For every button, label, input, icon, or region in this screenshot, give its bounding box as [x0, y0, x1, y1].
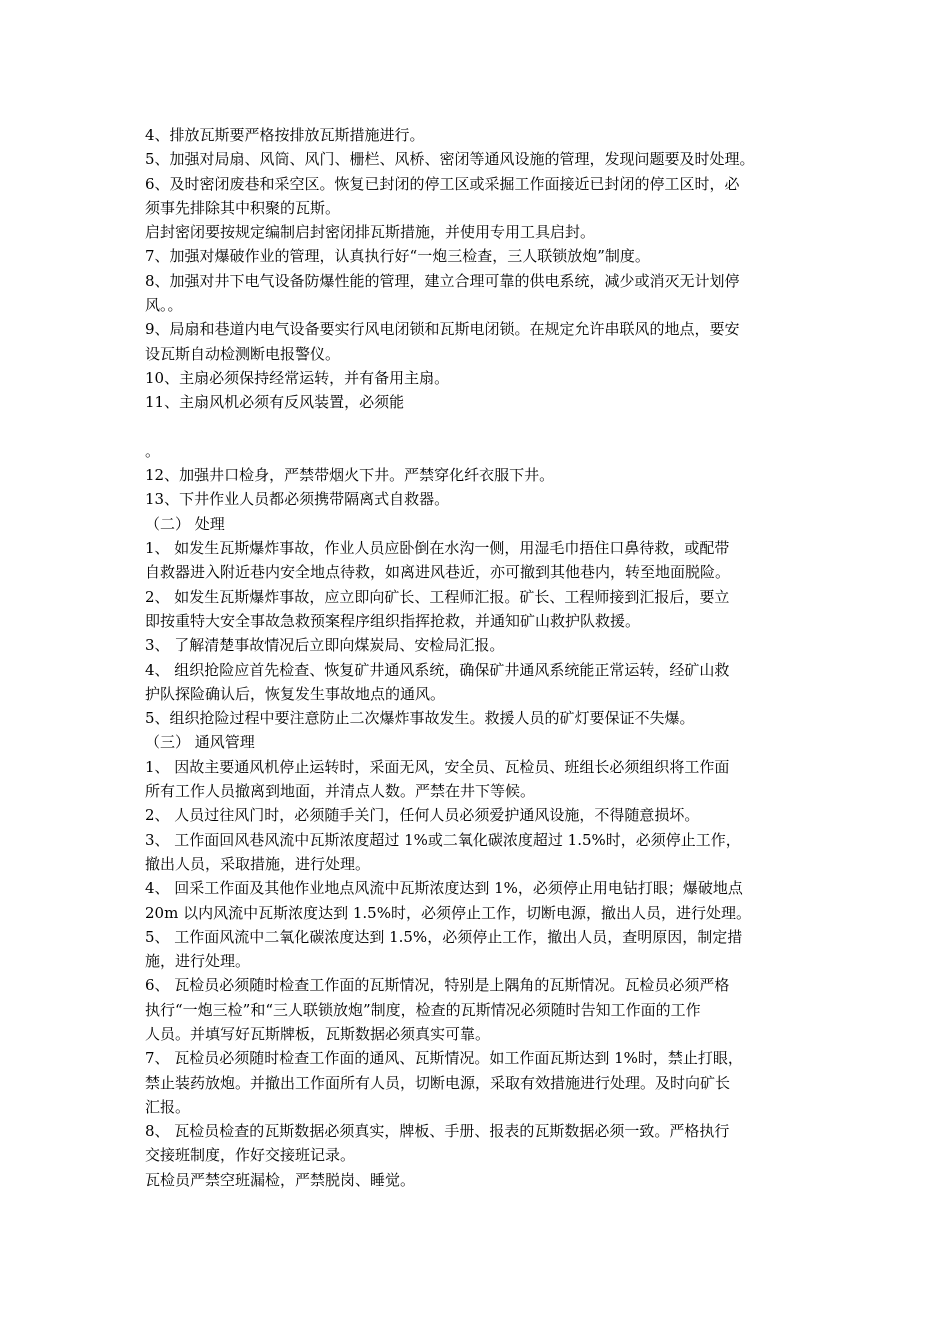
text-line: （三） 通风管理 — [145, 733, 255, 752]
blank-line — [145, 415, 820, 439]
text-line: 7、加强对爆破作业的管理，认真执行好“一炮三检查，三人联锁放炮”制度。 — [145, 247, 650, 266]
text-line: 启封密闭要按规定编制启封密闭排瓦斯措施，并使用专用工具启封。 — [145, 223, 596, 242]
text-line: 4、 回采工作面及其他作业地点风流中瓦斯浓度达到 1%，必须停止用电钻打眼；爆破地点 — [145, 879, 743, 898]
text-line: 自救器进入附近巷内安全地点待救，如离进风巷近，亦可撤到其他巷内，转至地面脱险。 — [145, 563, 731, 582]
text-line: 10、主扇必须保持经常运转，并有备用主扇。 — [145, 368, 450, 387]
text-line: 3、 了解清楚事故情况后立即向煤炭局、安检局汇报。 — [145, 636, 505, 655]
text-line: 护队探险确认后，恢复发生事故地点的通风。 — [145, 684, 446, 703]
text-line: 7、 瓦检员必须随时检查工作面的通风、瓦斯情况。如工作面瓦斯达到 1%时，禁止打眼， — [145, 1049, 743, 1068]
text-line: 2、 人员过往风门时，必须随手关门，任何人员必须爱护通风设施，不得随意损坏。 — [145, 806, 700, 825]
text-line: 9、局扇和巷道内电气设备要实行风电闭锁和瓦斯电闭锁。在规定允许串联风的地点，要安 — [145, 320, 740, 339]
text-line: 5、组织抢险过程中要注意防止二次爆炸事故发生。救援人员的矿灯要保证不失爆。 — [145, 709, 695, 728]
text-line: 设瓦斯自动检测断电报警仪。 — [145, 344, 341, 363]
text-line: 3、 工作面回风巷风流中瓦斯浓度超过 1%或二氧化碳浓度超过 1.5%时，必须停止工作， — [145, 830, 741, 849]
text-line: 须事先排除其中积聚的瓦斯。 — [145, 198, 341, 217]
text-line: （二） 处理 — [145, 514, 225, 533]
text-line: 执行“一炮三检”和“三人联锁放炮”制度，检查的瓦斯情况必须随时告知工作面的工作 — [145, 1000, 701, 1019]
text-line: 4、排放瓦斯要严格按排放瓦斯措施进行。 — [145, 126, 425, 144]
text-line: 5、加强对局扇、风筒、风门、栅栏、风桥、密闭等通风设施的管理，发现问题要及时处理。 — [145, 150, 755, 169]
text-line: 6、 瓦检员必须随时检查工作面的瓦斯情况，特别是上隅角的瓦斯情况。瓦检员必须严格 — [145, 976, 730, 995]
text-line: 13、下井作业人员都必须携带隔离式自救器。 — [145, 490, 450, 509]
text-line: 12、加强井口检身，严禁带烟火下井。严禁穿化纤衣服下井。 — [145, 466, 555, 485]
text-block-prevention — [145, 123, 820, 415]
text-line: 汇报。 — [145, 1097, 191, 1116]
document-body — [145, 123, 820, 1192]
text-line: 所有工作人员撤离到地面，并清点人数。严禁在井下等候。 — [145, 782, 536, 801]
text-line: 6、及时密闭废巷和采空区。恢复已封闭的停工区或采掘工作面接近已封闭的停工区时，必 — [145, 174, 740, 193]
text-line: 8、 瓦检员检查的瓦斯数据必须真实，牌板、手册、报表的瓦斯数据必须一致。严格执行 — [145, 1122, 730, 1141]
text-line: 1、 因故主要通风机停止运转时，采面无风，安全员、瓦检员、班组长必须组织将工作面 — [145, 757, 730, 776]
text-line: 5、 工作面风流中二氧化碳浓度达到 1.5%，必须停止工作，撤出人员，查明原因，制定措 — [145, 927, 743, 946]
text-line: 人员。并填写好瓦斯牌板，瓦斯数据必须真实可靠。 — [145, 1024, 491, 1043]
text-line: 4、 组织抢险应首先检查、恢复矿井通风系统，确保矿井通风系统能正常运转，经矿山救 — [145, 660, 730, 679]
text-line: 8、加强对井下电气设备防爆性能的管理，建立合理可靠的供电系统，减少或消灭无计划停 — [145, 271, 740, 290]
text-line: 。 — [145, 441, 161, 460]
text-line: 施，进行处理。 — [145, 952, 251, 971]
text-block-handling-and-ventilation — [145, 439, 820, 1192]
text-line: 20m 以内风流中瓦斯浓度达到 1.5%时，必须停止工作，切断电源，撤出人员，进行处理。 — [145, 903, 751, 922]
text-line: 即按重特大安全事故急救预案程序组织指挥抢救，并通知矿山救护队救援。 — [145, 611, 641, 630]
text-line: 交接班制度，作好交接班记录。 — [145, 1146, 356, 1165]
text-line: 1、 如发生瓦斯爆炸事故，作业人员应卧倒在水沟一侧，用湿毛巾捂住口鼻待救，或配带 — [145, 539, 730, 558]
text-line: 2、 如发生瓦斯爆炸事故，应立即向矿长、工程师汇报。矿长、工程师接到汇报后，要立 — [145, 587, 730, 606]
text-line: 11、主扇风机必须有反风装置，必须能 — [145, 393, 405, 412]
text-line: 禁止装药放炮。并撤出工作面所有人员，切断电源，采取有效措施进行处理。及时向矿长 — [145, 1073, 731, 1092]
text-line: 瓦检员严禁空班漏检，严禁脱岗、睡觉。 — [145, 1170, 416, 1189]
text-line: 撤出人员，采取措施，进行处理。 — [145, 854, 371, 873]
text-line: 风。。 — [145, 296, 183, 315]
